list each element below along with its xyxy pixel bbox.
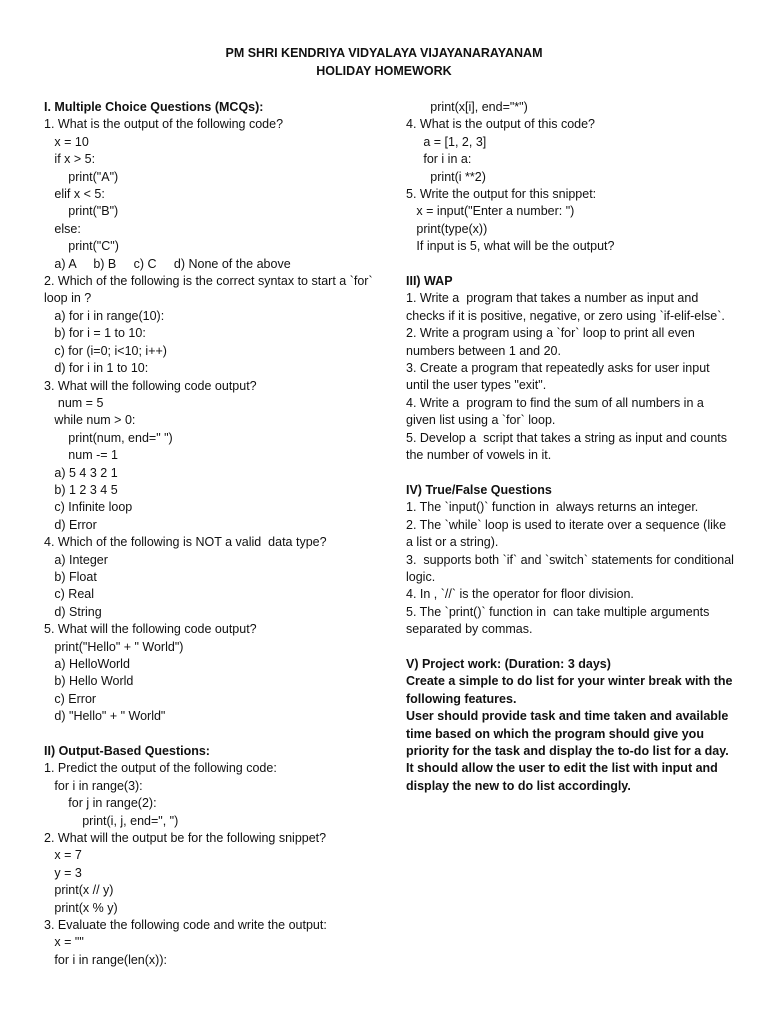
text-line: while num > 0: bbox=[44, 413, 136, 428]
text-line: 1. What is the output of the following code? bbox=[44, 117, 284, 132]
text-line: a = [1, 2, 3] bbox=[406, 134, 487, 149]
text-line: a) HelloWorld bbox=[44, 657, 130, 671]
project-heading: V) Project work: (Duration: 3 days) bbox=[406, 656, 611, 671]
text-line: 4. What is the output of this code? bbox=[406, 117, 596, 132]
text-line: a) A b) B c) C d) None of the above bbox=[44, 256, 291, 271]
school-name: PM SHRI KENDRIYA VIDYALAYA VIJAYANARAYANAM bbox=[225, 46, 543, 60]
text-line: b) Hello World bbox=[44, 674, 134, 689]
text-line: c) Real bbox=[44, 587, 95, 602]
text-line: c) for (i=0; i<10; i++) bbox=[44, 343, 167, 358]
text-line: c) Infinite loop bbox=[44, 500, 133, 515]
text-line: print("Hello" + " World") bbox=[44, 639, 184, 654]
text-line: print("C") bbox=[44, 239, 119, 254]
output-questions bbox=[44, 760, 394, 969]
text-line: for i in a: bbox=[406, 152, 472, 167]
text-line: 3. supports both `if` and `switch` statements for conditional logic. bbox=[406, 552, 738, 584]
truefalse-items bbox=[406, 499, 736, 638]
text-line: y = 3 bbox=[44, 865, 82, 880]
text-line: a) for i in range(10): bbox=[44, 308, 165, 323]
text-line: b) for i = 1 to 10: bbox=[44, 326, 146, 341]
text-line: print("B") bbox=[44, 204, 119, 219]
left-column bbox=[44, 99, 394, 969]
text-line: 2. What will the output be for the following snippet? bbox=[44, 831, 327, 846]
mcq-question-2 bbox=[44, 273, 394, 377]
text-line: x = "" bbox=[44, 935, 84, 950]
text-line: 3. Create a program that repeatedly asks for user input until the user types "exit". bbox=[406, 361, 714, 393]
mcq-question-1 bbox=[44, 116, 394, 273]
text-line: b) 1 2 3 4 5 bbox=[44, 482, 118, 497]
text-line: d) "Hello" + " World" bbox=[44, 709, 166, 724]
text-line: 4. Write a program to find the sum of all numbers in a given list using a `for` loop. bbox=[406, 395, 708, 428]
text-line: d) for i in 1 to 10: bbox=[44, 361, 149, 376]
text-line: print(x % y) bbox=[44, 900, 118, 915]
text-line: x = input("Enter a number: ") bbox=[406, 204, 575, 219]
text-line: d) String bbox=[44, 604, 102, 619]
text-line: 4. In , `//` is the operator for floor division. bbox=[406, 587, 634, 602]
text-line: print(i **2) bbox=[406, 169, 486, 184]
text-line: If input is 5, what will be the output? bbox=[406, 239, 615, 254]
text-line: elif x < 5: bbox=[44, 187, 105, 202]
text-line: print(x[i], end="*") bbox=[406, 100, 528, 114]
text-line: for i in range(3): bbox=[44, 778, 143, 793]
text-line: a) Integer bbox=[44, 552, 108, 567]
text-line: 3. What will the following code output? bbox=[44, 378, 257, 393]
text-line: if x > 5: bbox=[44, 152, 96, 167]
text-line: 5. Write the output for this snippet: bbox=[406, 187, 597, 202]
text-line: print(num, end=" ") bbox=[44, 430, 173, 445]
text-line: else: bbox=[44, 221, 81, 236]
truefalse-heading: IV) True/False Questions bbox=[406, 482, 552, 497]
mcq-question-5 bbox=[44, 621, 394, 725]
mcq-heading: I. Multiple Choice Questions (MCQs): bbox=[44, 100, 264, 114]
text-line: for j in range(2): bbox=[44, 796, 157, 811]
wap-items bbox=[406, 290, 736, 464]
text-line: 3. Evaluate the following code and write the output: bbox=[44, 918, 327, 933]
right-column bbox=[406, 99, 736, 795]
text-line: c) Error bbox=[44, 691, 97, 706]
mcq-question-3 bbox=[44, 378, 394, 535]
text-line: 2. Write a program using a `for` loop to print all even numbers between 1 and 20. bbox=[406, 326, 699, 358]
wap-heading: III) WAP bbox=[406, 274, 453, 289]
project-description: Create a simple to do list for your winter break with the following features. User should provide task and time taken and available time based on which the program should give you priority for the task and display the to-do list for a day. It should allow the user to edit the list with input and display the new to do list accordingly. bbox=[406, 674, 733, 793]
output-heading: II) Output-Based Questions: bbox=[44, 744, 210, 759]
text-line: 4. Which of the following is NOT a valid data type? bbox=[44, 535, 327, 550]
text-line: x = 10 bbox=[44, 134, 89, 149]
document-title: HOLIDAY HOMEWORK bbox=[316, 64, 452, 78]
text-line: 2. The `while` loop is used to iterate over a sequence (like a list or a string). bbox=[406, 517, 730, 550]
text-line: 1. The `input()` function in always returns an integer. bbox=[406, 500, 699, 515]
text-line: 1. Predict the output of the following code: bbox=[44, 761, 277, 776]
text-line: print(x // y) bbox=[44, 883, 114, 898]
text-line: d) Error bbox=[44, 517, 97, 532]
text-line: num = 5 bbox=[44, 395, 104, 410]
text-line: 5. The `print()` function in can take multiple arguments separated by commas. bbox=[406, 604, 713, 637]
text-line: x = 7 bbox=[44, 848, 82, 863]
text-line: 5. Develop a script that takes a string as input and counts the number of vowels in it. bbox=[406, 430, 731, 463]
text-line: 2. Which of the following is the correct syntax to start a `for` loop in ? bbox=[44, 274, 377, 306]
text-line: 5. What will the following code output? bbox=[44, 622, 257, 637]
output-questions-continued bbox=[406, 99, 736, 256]
text-line: print(type(x)) bbox=[406, 221, 488, 236]
text-line: 1. Write a program that takes a number as input and checks if it is positive, negative, or zero using `if-elif-else`. bbox=[406, 291, 725, 323]
text-line: print("A") bbox=[44, 169, 119, 184]
text-line: print(i, j, end=", ") bbox=[44, 813, 179, 828]
text-line: b) Float bbox=[44, 569, 97, 584]
text-line: for i in range(len(x)): bbox=[44, 952, 167, 967]
text-line: a) 5 4 3 2 1 bbox=[44, 465, 118, 480]
mcq-question-4 bbox=[44, 534, 394, 621]
text-line: num -= 1 bbox=[44, 448, 118, 463]
